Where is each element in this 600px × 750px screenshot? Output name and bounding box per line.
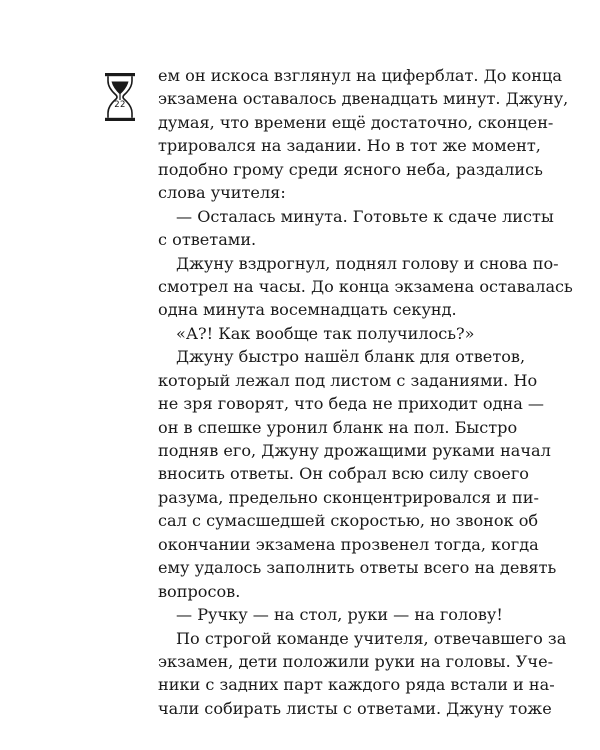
page-number-marker [102, 72, 138, 122]
text-line: одна минута восемнадцать секунд. [158, 300, 457, 320]
text-line: сал с сумасшедшей скоростью, но звонок об [158, 511, 539, 531]
text-line: экзамена оставалось двенадцать минут. Джуну, [158, 89, 569, 109]
text-line: который лежал под листом с заданиями. Но [158, 370, 538, 390]
body-text [158, 64, 573, 720]
text-line: — Ручку — на стол, руки — на голову! [176, 605, 503, 625]
text-line: ем он искоса взглянул на циферблат. До конца [158, 66, 562, 85]
text-line: «А?! Как вообще так получилось?» [176, 323, 475, 343]
text-line: вносить ответы. Он собрал всю силу своего [158, 464, 529, 484]
text-line: не зря говорят, что беда не приходит одна — [158, 394, 545, 414]
text-line: разума, предельно сконцентрировался и пи- [158, 487, 539, 507]
text-line: Джуну вздрогнул, поднял голову и снова по- [176, 253, 559, 273]
hourglass-icon [102, 72, 138, 122]
text-line: экзамен, дети положили руки на головы. Уче- [158, 651, 554, 671]
text-line: слова учителя: [158, 183, 286, 203]
text-line: с ответами. [158, 230, 257, 250]
text-line: смотрел на часы. До конца экзамена оставалась [158, 276, 573, 296]
text-line: вопросов. [158, 581, 241, 601]
text-line: По строгой команде учителя, отвечавшего за [176, 628, 567, 648]
text-line: трировался на задании. Но в тот же момент, [158, 136, 541, 156]
text-line: думая, что времени ещё достаточно, сконцен- [158, 112, 554, 132]
text-line: Джуну быстро нашёл бланк для ответов, [176, 347, 526, 367]
page-number: 22 [114, 100, 126, 110]
text-line: ники с задних парт каждого ряда встали и на- [158, 675, 555, 695]
text-line: чали собирать листы с ответами. Джуну тоже [158, 698, 552, 718]
text-line: ему удалось заполнить ответы всего на девять [158, 558, 557, 578]
text-line: окончании экзамена прозвенел тогда, когда [158, 534, 539, 554]
text-line: подняв его, Джуну дрожащими руками начал [158, 441, 551, 460]
text-line: он в спешке уронил бланк на пол. Быстро [158, 417, 518, 437]
text-line: — Осталась минута. Готовьте к сдаче листы [176, 206, 554, 226]
text-line: подобно грому среди ясного неба, раздались [158, 159, 543, 179]
